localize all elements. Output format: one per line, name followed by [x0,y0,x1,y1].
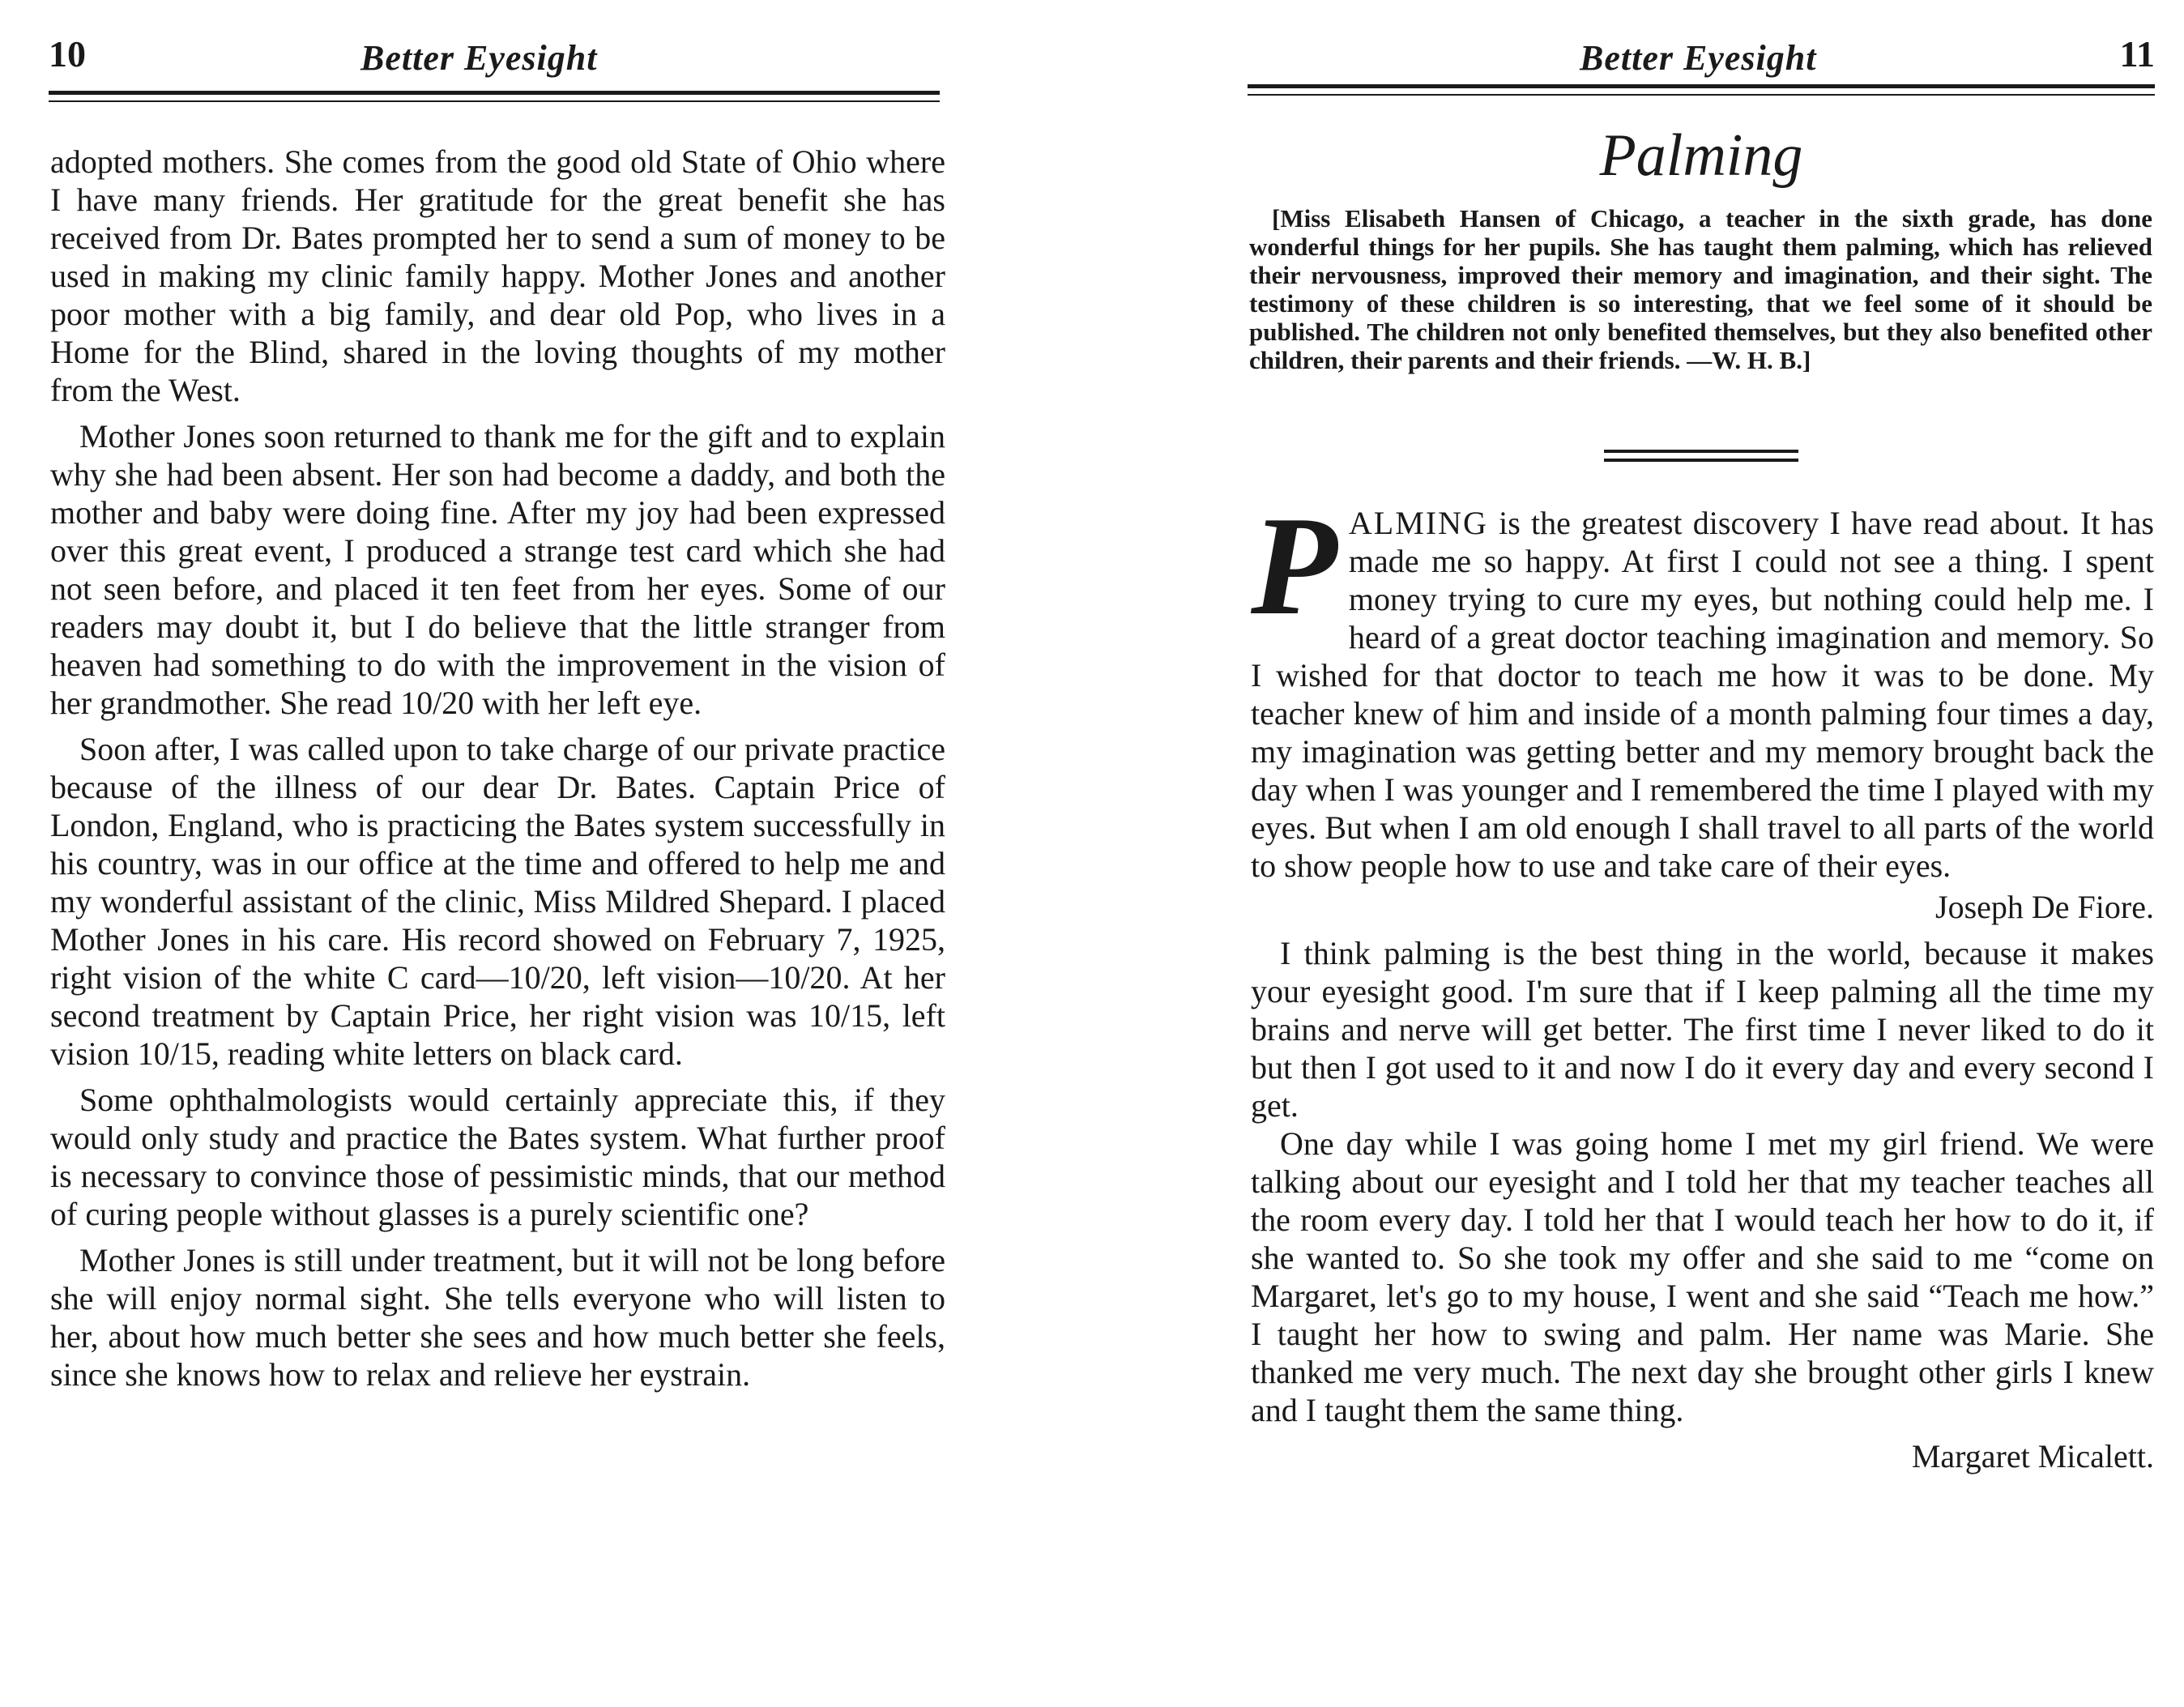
letter-joseph-text: is the greatest discovery I have read about. It has made me so happy. At first I could not see a thing. I spent money trying to cure my eyes, but nothing could help me. I heard of a great doctor teaching imagination and memory. So I wished for that doctor to teach me how it was to be done. My teacher knew of him and inside of a month palming four times a day, my imagination was getting better and my memory brought back the day when I was younger and I remembered the time I played with my eyes. But when I am old enough I shall travel to all parts of the world to show people how to use and take care of their eyes. [1251,505,2154,884]
dropcap-letter: P [1251,487,1337,644]
letter-margaret-1: I think palming is the best thing in the world, because it makes your eyesight good. I'm sure that if I keep palming all the time my brains and nerve will get better. The first time I never liked to do it but then I got used to it and now I do it every day and every second I get. [1251,935,2154,1124]
left-paragraph-5: Mother Jones is still under treatment, but it will not be long before she will enjoy normal sight. She tells everyone who will listen to her, about how much better she sees and how much better she feels, since she knows how to relax and relieve her eystrain. [50,1242,945,1393]
letter-joseph [1251,487,2154,885]
left-paragraph-4: Some ophthalmologists would certainly appreciate this, if they would only study and practice the Bates system. What further proof is necessary to convince those of pessimistic minds, that our method of curing people without glasses is a purely scientific one? [50,1082,945,1232]
left-running-title: Better Eyesight [360,38,598,78]
right-header-rule [1248,84,2155,88]
left-header-rule [49,91,940,95]
right-page-header [1248,32,2155,81]
right-page-number: 11 [2119,33,2155,75]
left-paragraph-1: adopted mothers. She comes from the good old State of Ohio where I have many friends. Her gratitude for the great benefit she has received from Dr. Bates prompted her to send a sum of money to be used in making my clinic family happy. Mother Jones and another poor mother with a big family, and dear old Pop, who lives in a Home for the Blind, shared in the loving thoughts of my mother from the West. [50,143,945,408]
right-running-title: Better Eyesight [1580,38,1817,78]
signature-joseph: Joseph De Fiore. [1935,889,2154,925]
left-page-body [50,143,945,1402]
left-page [0,0,1053,1707]
section-divider-2 [1604,459,1798,462]
left-paragraph-3: Soon after, I was called upon to take charge of our private practice because of the illness of our dear Dr. Bates. Captain Price of London, England, who is practicing the Bates system successfully in his country, was in our office at the time and offered to help me and my wonderful assistant of the clinic, Miss Mildred Shepard. I placed Mother Jones in his care. His record showed on February 7, 1925, right vision of the white C card—10/20, left vision—10/20. At her second treatment by Captain Price, her right vision was 10/15, left vision 10/15, reading white letters on black card. [50,731,945,1072]
letter-lead-word: ALMING [1348,505,1488,541]
left-page-number: 10 [49,33,86,75]
left-page-header [49,32,940,81]
signature-margaret: Margaret Micalett. [1911,1438,2154,1474]
right-header-rule-thin [1248,94,2155,96]
right-page [1231,0,2184,1707]
editor-intro-note [1249,204,2152,374]
intro-note-text: [Miss Elisabeth Hansen of Chicago, a teacher in the sixth grade, has done wonderful things for her pupils. She has taught them palming, which has relieved their nervousness, improved their memory and imagination, and their sight. The testimony of these children is so interesting, that we feel some of it should be published. The children not only benefited themselves, but they also benefited other children, their parents and their friends. —W. H. B.] [1249,204,2152,374]
letter-margaret-2: One day while I was going home I met my girl friend. We were talking about our eyesight and I told her that my teacher teaches all the room every day. I told her that I would teach her how to do it, if she wanted to. So she took my offer and she said to me “come on Margaret, let's go to my house, I went and she said “Teach me how.” I taught her how to swing and palm. Her name was Marie. She thanked me very much. The next day she brought other girls I knew and I taught them the same thing. [1251,1125,2154,1428]
left-paragraph-2: Mother Jones soon returned to thank me for the gift and to explain why she had been absent. Her son had become a daddy, and both the mother and baby were doing fine. After my joy had been expressed over this great event, I produced a strange test card which she had not seen before, and placed it ten feet from her eyes. Some of our readers may doubt it, but I do believe that the little stranger from heaven had something to do with the improvement in the vision of her grandmother. She read 10/20 with her left eye. [50,418,945,721]
right-page-body [1251,487,2154,1483]
article-title: Palming [1599,122,1803,189]
left-header-rule-thin [49,100,940,102]
section-divider [1604,450,1798,453]
